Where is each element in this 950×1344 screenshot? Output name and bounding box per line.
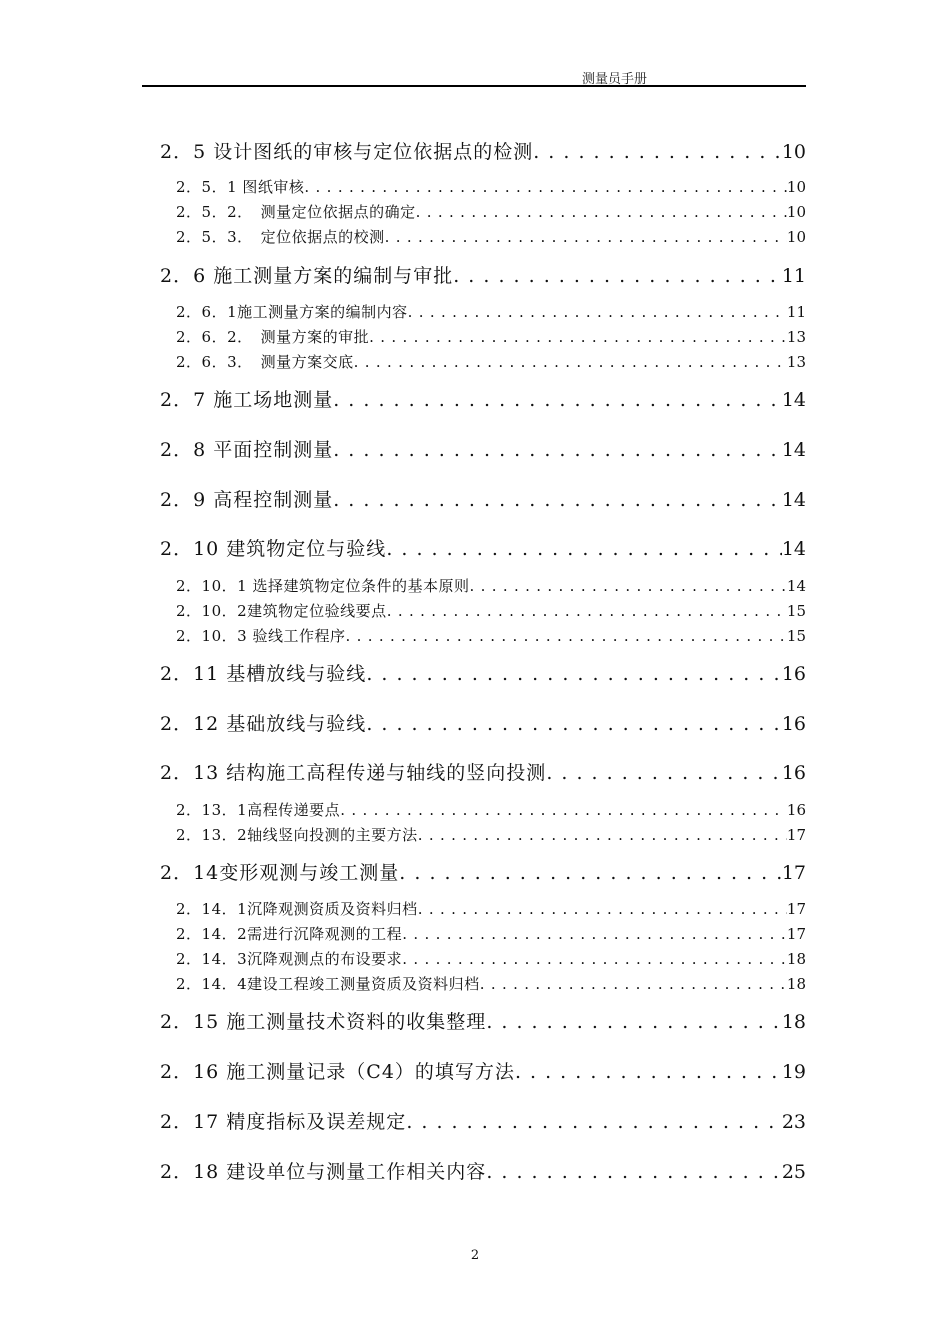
toc-entry-label: 2．5．2． 测量定位依据点的确定: [176, 203, 416, 221]
toc-entry-label: 2．16 施工测量记录（C4）的填写方法: [160, 1061, 515, 1083]
toc-entry-label: 2．5 设计图纸的审核与定位依据点的检测: [160, 141, 534, 163]
dot-leader: [366, 711, 782, 737]
toc-entry-page: 10: [786, 228, 806, 246]
toc-entry-page: 14: [786, 577, 806, 595]
toc-entry-label: 2．9 高程控制测量: [160, 489, 334, 511]
toc-entry-2-14-1[interactable]: [176, 899, 806, 919]
toc-entry-2-9[interactable]: [160, 487, 806, 513]
toc-entry-2-6-2[interactable]: [176, 327, 806, 347]
toc-entry-label: 2．14．4建设工程竣工测量资质及资料归档: [176, 975, 480, 993]
dot-leader: [408, 302, 787, 322]
toc-entry-2-10-2[interactable]: [176, 601, 806, 621]
dot-leader: [385, 227, 787, 247]
toc-entry-page: 14: [781, 389, 806, 411]
dot-leader: [406, 1109, 782, 1135]
toc-entry-2-16[interactable]: [160, 1059, 806, 1085]
dot-leader: [333, 387, 782, 413]
dot-leader: [546, 760, 782, 786]
toc-entry-2-5-2[interactable]: [176, 202, 806, 222]
toc-entry-label: 2．14．2需进行沉降观测的工程: [176, 925, 403, 943]
toc-entry-label: 2．6．1施工测量方案的编制内容: [176, 303, 408, 321]
toc-entry-page: 23: [781, 1111, 806, 1133]
toc-entry-2-14-3[interactable]: [176, 949, 806, 969]
dot-leader: [416, 202, 787, 222]
dot-leader: [369, 327, 787, 347]
toc-entry-page: 16: [781, 713, 806, 735]
toc-entry-2-15[interactable]: [160, 1009, 806, 1035]
toc-entry-2-13-1[interactable]: [176, 800, 806, 820]
toc-entry-2-10-3[interactable]: [176, 626, 806, 646]
toc-entry-page: 13: [786, 353, 806, 371]
toc-entry-label: 2．13 结构施工高程传递与轴线的竖向投测: [160, 762, 547, 784]
toc-entry-page: 13: [786, 328, 806, 346]
toc-entry-page: 15: [786, 602, 806, 620]
toc-entry-label: 2．14变形观测与竣工测量: [160, 862, 400, 884]
toc-entry-page: 10: [786, 178, 806, 196]
toc-entry-2-6-1[interactable]: [176, 302, 806, 322]
toc-entry-page: 18: [786, 950, 806, 968]
dot-leader: [402, 949, 787, 969]
toc-entry-2-13-2[interactable]: [176, 825, 806, 845]
running-header-title: 测量员手册: [582, 72, 648, 87]
toc-entry-page: 16: [781, 762, 806, 784]
dot-leader: [345, 626, 786, 646]
toc-entry-page: 17: [786, 925, 806, 943]
toc-entry-label: 2．6．2． 测量方案的审批: [176, 328, 370, 346]
toc-entry-page: 14: [781, 489, 806, 511]
toc-entry-2-12[interactable]: [160, 711, 806, 737]
toc-entry-2-8[interactable]: [160, 437, 806, 463]
toc-entry-page: 11: [781, 265, 806, 287]
toc-entry-label: 2．7 施工场地测量: [160, 389, 334, 411]
toc-entry-label: 2．10．3 验线工作程序: [176, 627, 346, 645]
toc-entry-2-11[interactable]: [160, 661, 806, 687]
toc-entry-label: 2．10．1 选择建筑物定位条件的基本原则: [176, 577, 470, 595]
toc-entry-2-14-4[interactable]: [176, 974, 806, 994]
toc-entry-2-7[interactable]: [160, 387, 806, 413]
toc-entry-label: 2．15 施工测量技术资料的收集整理: [160, 1011, 487, 1033]
toc-entry-label: 2．10．2建筑物定位验线要点: [176, 602, 387, 620]
toc-entry-2-6-3[interactable]: [176, 352, 806, 372]
dot-leader: [533, 139, 782, 165]
dot-leader: [354, 352, 787, 372]
toc-entry-label: 2．10 建筑物定位与验线: [160, 538, 387, 560]
toc-entry-2-14[interactable]: [160, 860, 806, 886]
dot-leader: [333, 437, 782, 463]
toc-entry-page: 16: [786, 801, 806, 819]
toc-entry-label: 2．13．1高程传递要点: [176, 801, 341, 819]
toc-entry-2-13[interactable]: [160, 760, 806, 786]
dot-leader: [453, 263, 782, 289]
toc-entry-label: 2．14．3沉降观测点的布设要求: [176, 950, 403, 968]
toc-entry-page: 15: [786, 627, 806, 645]
toc-entry-label: 2．17 精度指标及误差规定: [160, 1111, 407, 1133]
toc-entry-page: 19: [781, 1061, 806, 1083]
toc-entry-page: 16: [781, 663, 806, 685]
toc-entry-2-5-3[interactable]: [176, 227, 806, 247]
toc-entry-2-5[interactable]: [160, 139, 806, 165]
dot-leader: [386, 536, 782, 562]
toc-entry-page: 10: [786, 203, 806, 221]
toc-entry-2-18[interactable]: [160, 1159, 806, 1185]
dot-leader: [399, 860, 782, 886]
toc-entry-page: 14: [781, 439, 806, 461]
toc-entry-page: 17: [781, 862, 806, 884]
dot-leader: [418, 899, 787, 919]
toc-entry-2-10-1[interactable]: [176, 576, 806, 596]
toc-entry-2-5-1[interactable]: [176, 177, 806, 197]
dot-leader: [340, 800, 787, 820]
toc-entry-label: 2．18 建设单位与测量工作相关内容: [160, 1161, 487, 1183]
toc-entry-page: 17: [786, 826, 806, 844]
toc-entry-label: 2．12 基础放线与验线: [160, 713, 367, 735]
dot-leader: [366, 661, 782, 687]
toc-entry-page: 14: [781, 538, 806, 560]
toc-entry-2-17[interactable]: [160, 1109, 806, 1135]
toc-entry-page: 18: [786, 975, 806, 993]
toc-entry-label: 2．6 施工测量方案的编制与审批: [160, 265, 454, 287]
dot-leader: [480, 974, 787, 994]
toc-entry-2-10[interactable]: [160, 536, 806, 562]
toc-entry-label: 2．5．1 图纸审核: [176, 178, 305, 196]
dot-leader: [387, 601, 787, 621]
dot-leader: [333, 487, 782, 513]
dot-leader: [469, 576, 786, 596]
dot-leader: [486, 1009, 782, 1035]
dot-leader: [515, 1059, 782, 1085]
toc-entry-2-14-2[interactable]: [176, 924, 806, 944]
dot-leader: [486, 1159, 782, 1185]
toc-entry-page: 10: [781, 141, 806, 163]
toc-entry-label: 2．8 平面控制测量: [160, 439, 334, 461]
dot-leader: [418, 825, 787, 845]
toc-entry-label: 2．5．3． 定位依据点的校测: [176, 228, 385, 246]
toc-entry-label: 2．13．2轴线竖向投测的主要方法: [176, 826, 418, 844]
dot-leader: [304, 177, 787, 197]
toc-entry-label: 2．6．3． 测量方案交底: [176, 353, 354, 371]
toc-entry-page: 18: [781, 1011, 806, 1033]
toc-entry-label: 2．14．1沉降观测资质及资料归档: [176, 900, 418, 918]
toc-entry-label: 2．11 基槽放线与验线: [160, 663, 367, 685]
toc-entry-page: 11: [786, 303, 806, 321]
dot-leader: [402, 924, 787, 944]
page-number: 2: [470, 1248, 480, 1263]
toc-entry-2-6[interactable]: [160, 263, 806, 289]
toc-entry-page: 25: [781, 1161, 806, 1183]
toc-entry-page: 17: [786, 900, 806, 918]
